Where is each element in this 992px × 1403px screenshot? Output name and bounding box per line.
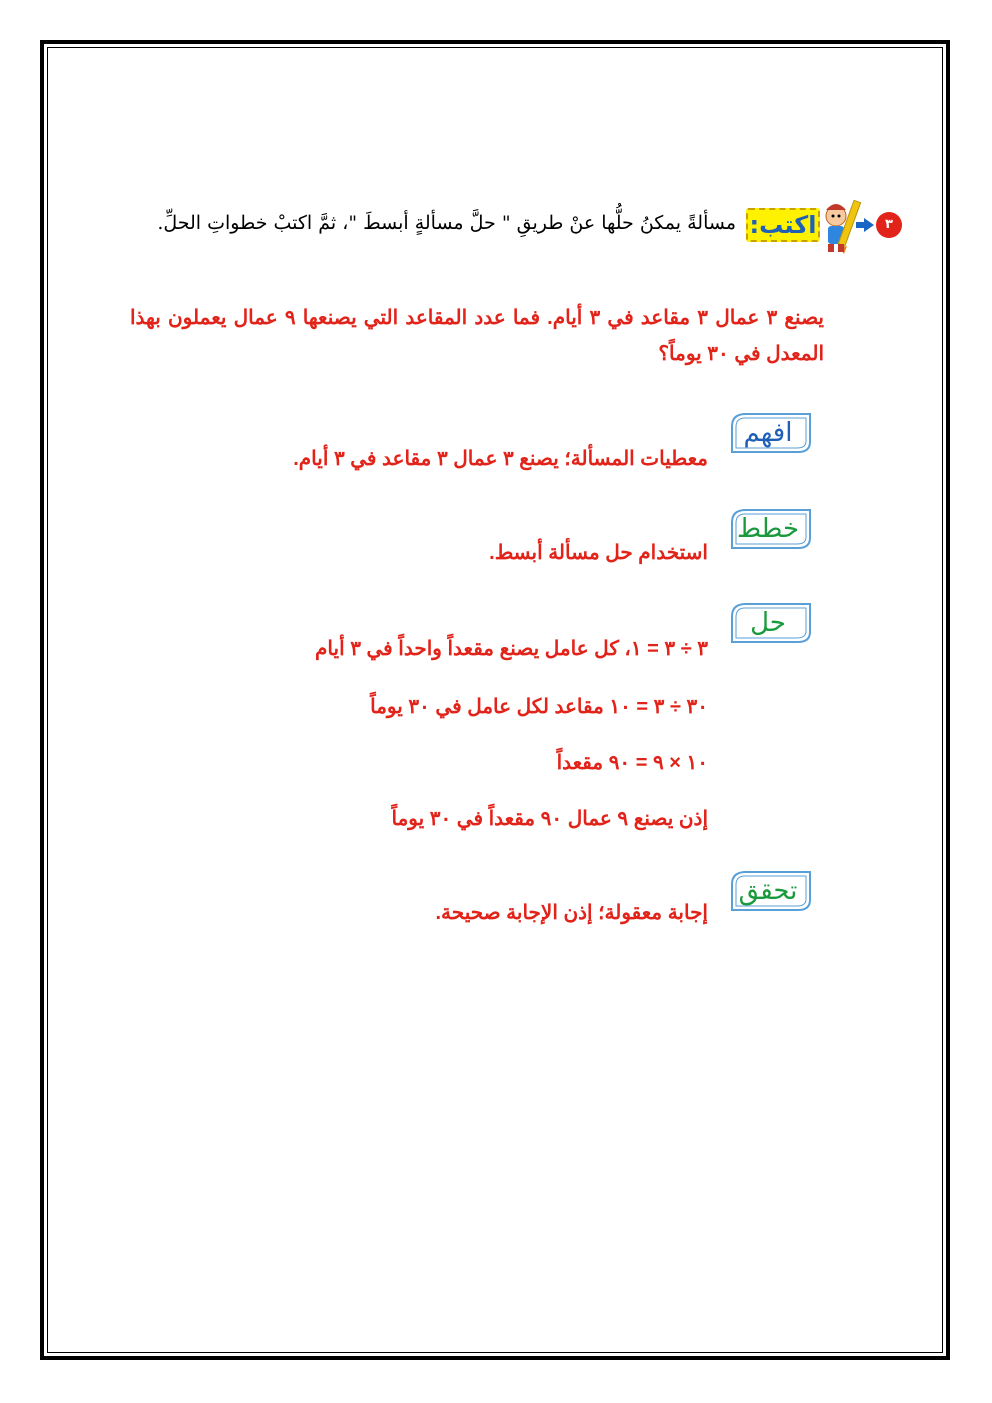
question-number-badge: ٣: [876, 212, 902, 238]
tag-check-label: تحقق: [738, 876, 798, 906]
tag-plan: [730, 508, 812, 548]
solve-line-2: ٣٠ ÷ ٣ = ١٠ مقاعد لكل عامل في ٣٠ يوماً: [370, 696, 708, 718]
solve-line-1: ٣ ÷ ٣ = ١، كل عامل يصنع مقعداً واحداً في ٣ أيام: [315, 638, 708, 660]
tag-check: [730, 870, 812, 910]
exercise-header: [90, 196, 902, 256]
tag-solve: [730, 602, 812, 642]
step-solve: [120, 602, 812, 842]
solve-line-4: إذن يصنع ٩ عمال ٩٠ مقعداً في ٣٠ يوماً: [391, 808, 708, 830]
tag-plan-label: خطط: [736, 514, 800, 544]
step-understand: [120, 412, 812, 472]
problem-statement: يصنع ٣ عمال ٣ مقاعد في ٣ أيام. فما عدد المقاعد التي يصنعها ٩ عمال يعملون بهذا المعدل في ٣٠ يوماً؟: [130, 307, 824, 365]
tag-understand-label: افهم: [743, 418, 793, 448]
solve-line-3: ١٠ × ٩ = ٩٠ مقعداً: [556, 752, 708, 774]
step-plan: [120, 508, 812, 568]
arrow-icon: [864, 218, 874, 232]
tag-understand: [730, 412, 812, 452]
plan-text: استخدام حل مسألة أبسط.: [489, 542, 708, 564]
instruction-text: مسألةً يمكنُ حلُّها عنْ طريقِ " حلَّ مسألةٍ أبسطَ "، ثمَّ اكتبْ خطواتِ الحلِّ.: [157, 212, 736, 234]
check-text: إجابة معقولة؛ إذن الإجابة صحيحة.: [435, 902, 708, 924]
understand-text: معطيات المسألة؛ يصنع ٣ عمال ٣ مقاعد في ٣ أيام.: [293, 448, 708, 470]
step-check: [120, 870, 812, 930]
tag-solve-label: حل: [750, 608, 786, 638]
pencil-character-icon: [818, 196, 862, 256]
write-badge: اكتب:: [746, 208, 820, 242]
